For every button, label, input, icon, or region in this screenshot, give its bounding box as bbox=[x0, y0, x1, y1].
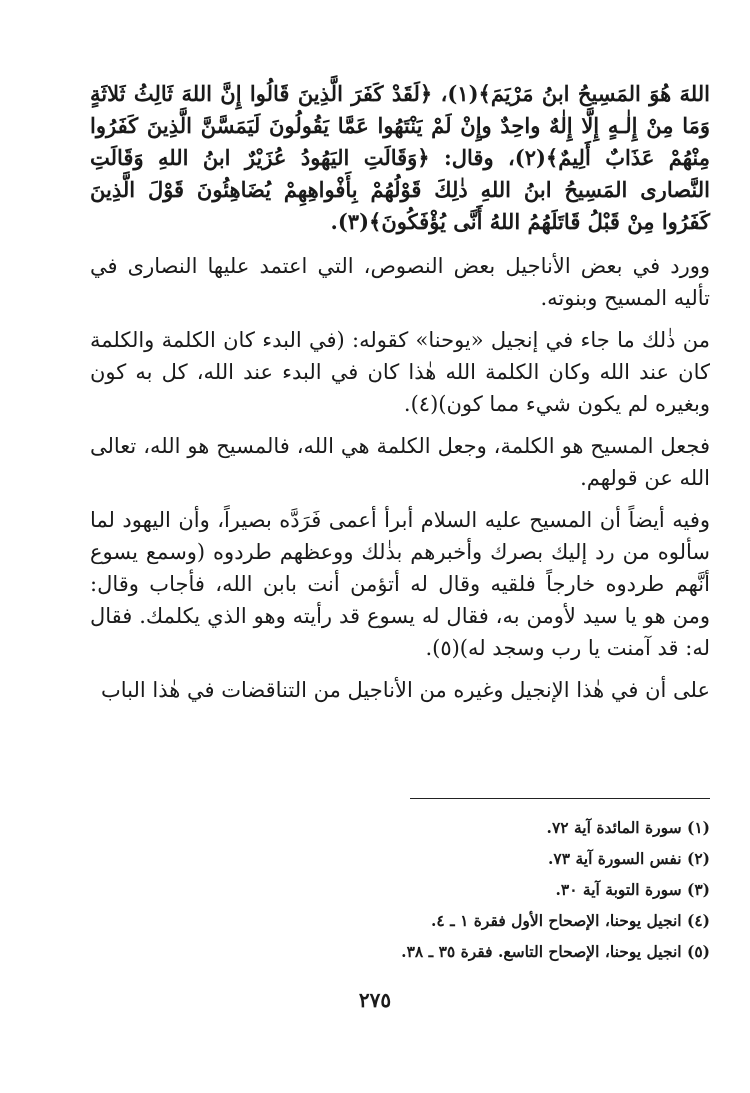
footnote-item: (١) سورة المائدة آية ٧٢. bbox=[546, 818, 710, 837]
footnote-item: (٤) انجيل يوحنا، الإصحاح الأول فقرة ١ ـ ٤. bbox=[431, 911, 710, 930]
body-paragraph: وفيه أيضاً أن المسيح عليه السلام أبرأ أعمى فَرَدَّه بصيراً، وأن اليهود لما سألوه من رد إليك بصرك وأخبرهم بذٰلك ووعظهم طردوه (وسمع يسوع أنَّهم طردوه خارجاً فلقيه وقال له أتؤمن أنت بابن الله، فأجاب وقال: ومن هو يا سيد لأومن به، فقال له يسوع قد رأيته وهو الذي يكلمك. فقال له: قد آمنت يا رب وسجد له)(٥). bbox=[90, 508, 710, 660]
footnote-item: (٢) نفس السورة آية ٧٣. bbox=[548, 849, 710, 868]
body-paragraph: من ذٰلك ما جاء في إنجيل «يوحنا» كقوله: (في البدء كان الكلمة والكلمة كان عند الله وكان الكلمة الله هٰذا كان في البدء عند الله، كل به كون وبغيره لم يكون شيء مما كون)(٤). bbox=[90, 328, 710, 416]
page-body bbox=[90, 78, 710, 716]
body-paragraph: وورد في بعض الأناجيل بعض النصوص، التي اعتمد عليها النصارى في تأليه المسيح وبنوته. bbox=[90, 254, 710, 310]
body-paragraph: فجعل المسيح هو الكلمة، وجعل الكلمة هي الله، فالمسيح هو الله، تعالى الله عن قولهم. bbox=[90, 434, 710, 490]
page-number: ٢٧٥ bbox=[358, 988, 392, 1012]
footnote-item: (٥) انجيل يوحنا، الإصحاح التاسع. فقرة ٣٥ ـ ٣٨. bbox=[401, 942, 710, 961]
body-paragraph: على أن في هٰذا الإنجيل وغيره من الأناجيل من التناقضات في هٰذا الباب bbox=[101, 678, 710, 702]
footnote-divider bbox=[410, 798, 710, 799]
footnotes-list bbox=[90, 812, 710, 967]
footnote-item: (٣) سورة التوبة آية ٣٠. bbox=[555, 880, 710, 899]
quran-verses-paragraph: اللهَ هُوَ المَسِيحُ ابنُ مَرْيَمَ﴾(١)، ﴿لَقَدْ كَفَرَ الَّذِينَ قَالُوا إِنَّ اللهَ ثَالِثُ ثَلاثَةٍ وَمَا مِنْ إِلٰـهٍ إِلَّا إِلٰهٌ واحِدٌ وإِنْ لَمْ يَنْتَهُوا عَمَّا يَقُولُونَ لَيَمَسَّنَّ الَّذِينَ كَفَرُوا مِنْهُمْ عَذَابٌ أَلِيمٌ﴾(٢)، وقال: ﴿وَقَالَتِ اليَهُودُ عُزَيْرٌ ابنُ اللهِ وَقَالَتِ النَّصارى المَسِيحُ ابنُ اللهِ ذٰلِكَ قَوْلُهُمْ بِأَفْواهِهِمْ يُضَاهِئُونَ قَوْلَ الَّذِينَ كَفَرُوا مِنْ قَبْلُ قَاتَلَهُمُ اللهُ أَنَّى يُؤْفَكُونَ﴾(٣). bbox=[90, 81, 710, 234]
